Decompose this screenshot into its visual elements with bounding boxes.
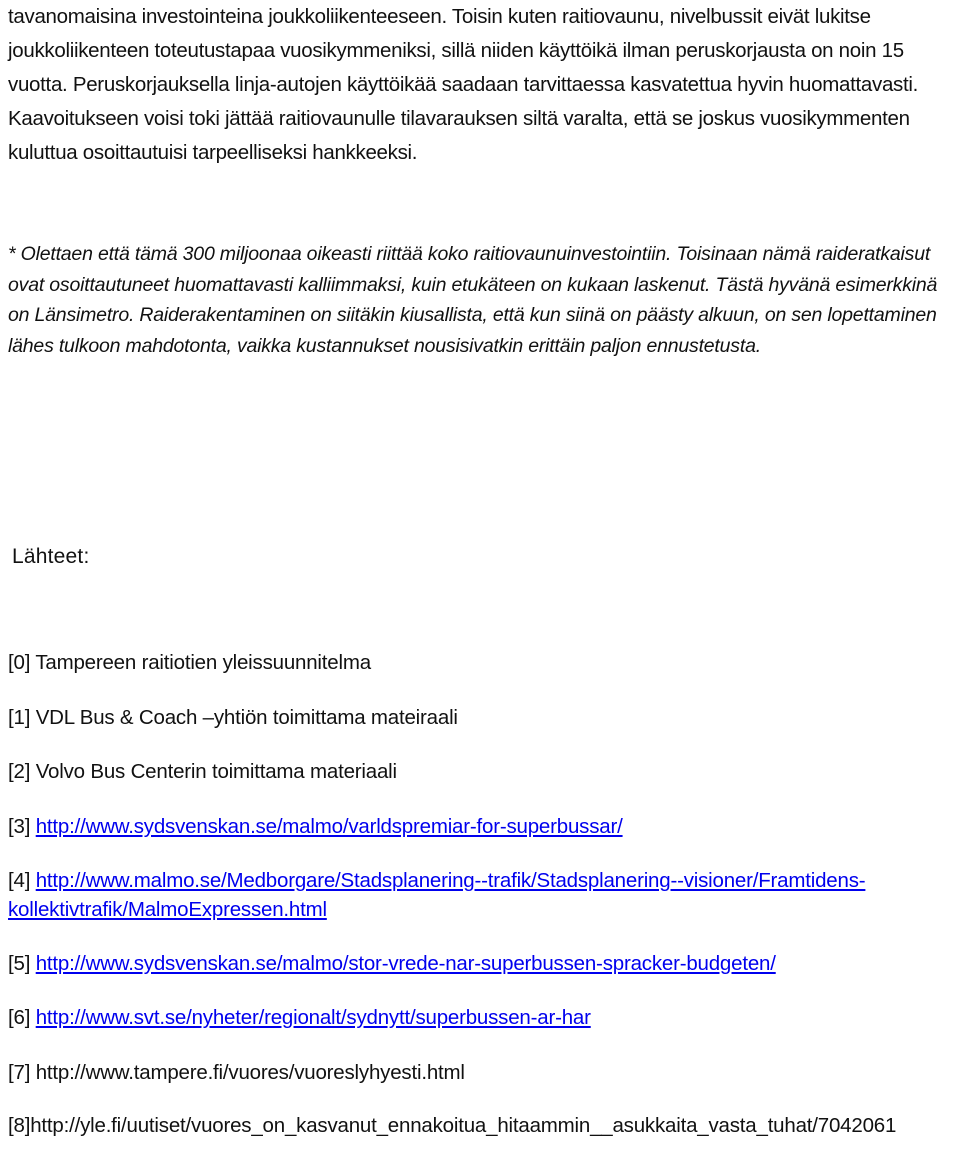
reference-item-7: [8, 1058, 958, 1088]
reference-text: Tampereen raitiotien yleissuunnitelma: [35, 651, 371, 674]
footnote-paragraph: * Olettaen että tämä 300 miljoonaa oikeasti riittää koko raitiovaunuinvestointiin. Toisinaan nämä raideratkaisut ovat osoittautuneet huomattavasti kalliimmaksi, kuin etukäteen on kukaan laskenut. Tästä hyvänä esimerkkinä on Länsimetro. Raiderakentaminen on siitäkin kiusallista, että kun siinä on päästy alkuun, on sen lopettaminen lähes tulkoon mahdotonta, vaikka kustannukset nousisivatkin erittäin paljon ennustetusta.: [8, 243, 938, 357]
reference-number: [8]: [8, 1114, 31, 1137]
reference-text: VDL Bus & Coach –yhtiön toimittama mateiraali: [35, 705, 458, 729]
reference-item-5: [8, 949, 958, 979]
reference-number: [5]: [8, 951, 36, 975]
reference-list: [8, 648, 958, 1165]
reference-item-6: [8, 1003, 958, 1033]
reference-link[interactable]: http://www.svt.se/nyheter/regionalt/sydnytt/superbussen-ar-har: [35, 1006, 591, 1029]
reference-number: [0]: [8, 651, 36, 674]
reference-text: Volvo Bus Centerin toimittama materiaali: [35, 760, 397, 783]
reference-text: http://yle.fi/uutiset/vuores_on_kasvanut_ennakoitua_hitaammin__asukkaita_vasta_tuhat/7042061: [30, 1114, 897, 1137]
body-paragraph: tavanomaisina investointeina joukkoliikenteeseen. Toisin kuten raitiovaunu, nivelbussit eivät lukitse joukkoliikenteen toteutustapaa vuosikymmeniksi, sillä niiden käyttöikä ilman peruskorjausta on noin 15 vuotta. Peruskorjauksella linja-autojen käyttöikää saadaan tarvittaessa kasvatettua hyvin huomattavasti. Kaavoitukseen voisi toki jättää raitiovaunulle tilavarauksen siltä varalta, että se joskus vuosikymmenten kuluttua osoittautuisi tarpeelliseksi hankkeeksi.: [8, 5, 919, 164]
reference-item-1: [8, 703, 958, 733]
sources-heading: Lähteet:: [12, 545, 90, 568]
reference-number: [6]: [8, 1006, 36, 1029]
reference-link[interactable]: http://www.sydsvenskan.se/malmo/varldspremiar-for-superbussar/: [35, 814, 623, 838]
reference-number: [4]: [8, 869, 36, 892]
reference-number: [2]: [8, 760, 36, 783]
reference-text: http://www.tampere.fi/vuores/vuoreslyhyesti.html: [35, 1060, 465, 1084]
reference-item-8: [8, 1112, 958, 1140]
reference-number: [1]: [8, 705, 36, 729]
reference-link[interactable]: http://www.sydsvenskan.se/malmo/stor-vrede-nar-superbussen-spracker-budgeten/: [35, 951, 776, 975]
reference-item-0: [8, 648, 958, 678]
reference-number: [7]: [8, 1060, 36, 1084]
reference-number: [3]: [8, 814, 36, 838]
reference-item-4: [8, 866, 958, 924]
reference-item-2: [8, 757, 958, 787]
reference-link[interactable]: http://www.malmo.se/Medborgare/Stadsplanering--trafik/Stadsplanering--visioner/Framtidens-kollektivtrafik/MalmoExpressen.html: [8, 869, 866, 921]
reference-item-3: [8, 812, 958, 842]
